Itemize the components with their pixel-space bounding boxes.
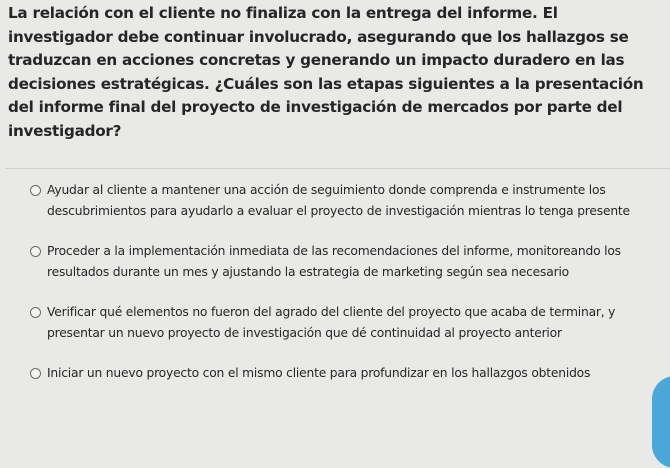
radio-button[interactable]	[30, 307, 41, 318]
answer-options	[0, 180, 670, 404]
answer-option-label: Iniciar un nuevo proyecto con el mismo cliente para profundizar en los hallazgos obtenidos	[47, 366, 591, 380]
answer-option-4[interactable]	[0, 363, 670, 384]
answer-option-2[interactable]	[0, 241, 670, 282]
radio-button[interactable]	[30, 246, 41, 257]
question-divider	[6, 168, 670, 169]
radio-button[interactable]	[30, 368, 41, 379]
question-text: La relación con el cliente no finaliza con la entrega del informe. El investigador debe continuar involucrado, asegurando que los hallazgos se traduzcan en acciones concretas y generando un impacto duradero en las decisiones estratégicas. ¿Cuáles son las etapas siguientes a la presentación del informe final del proyecto de investigación de mercados por parte del investigador?	[8, 4, 644, 140]
answer-option-label: Verificar qué elementos no fueron del agrado del cliente del proyecto que acaba de terminar, y presentar un nuevo proyecto de investigación que dé continuidad al proyecto anterior	[47, 305, 616, 340]
answer-option-label: Ayudar al cliente a mantener una acción de seguimiento donde comprenda e instrumente los descubrimientos para ayudarlo a evaluar el proyecto de investigación mientras lo tenga presente	[47, 183, 630, 218]
answer-option-1[interactable]	[0, 180, 670, 221]
answer-option-3[interactable]	[0, 302, 670, 343]
radio-button[interactable]	[30, 185, 41, 196]
answer-option-label: Proceder a la implementación inmediata de las recomendaciones del informe, monitoreando los resultados durante un mes y ajustando la estrategia de marketing según sea necesario	[47, 244, 621, 279]
side-panel-tab[interactable]	[652, 376, 670, 468]
